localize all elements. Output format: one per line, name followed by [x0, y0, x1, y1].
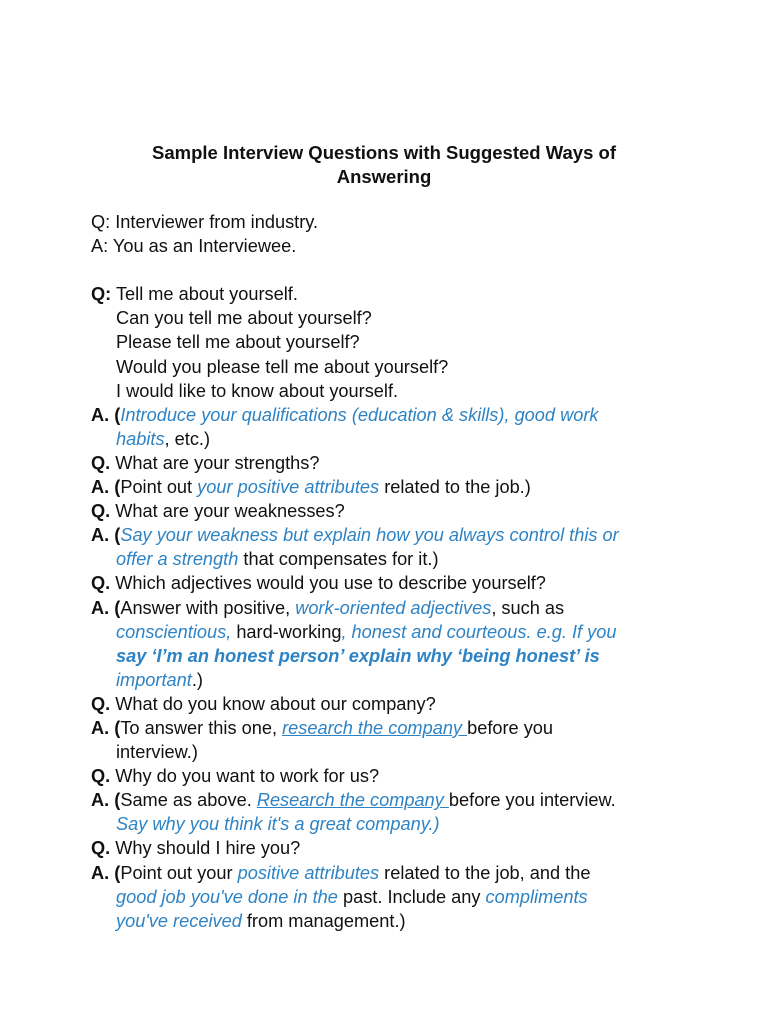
a-text: Answer with positive, — [120, 597, 296, 618]
question-1-alt-1: Can you tell me about yourself? — [116, 308, 372, 329]
a-text: Point out — [120, 477, 198, 498]
a-text: related to the job.) — [379, 477, 531, 498]
answer-7 — [91, 861, 691, 885]
q-text: Why do you want to work for us? — [110, 766, 380, 787]
a-hint-bold: say ‘I’m an honest person’ explain why ‘being honest’ is — [116, 645, 600, 666]
a-text: from management.) — [241, 910, 406, 931]
a-hint: good job you've done in the — [116, 886, 338, 907]
answer-7-cont-2 — [91, 909, 691, 933]
q-text: What are your strengths? — [110, 452, 320, 473]
question-6 — [91, 764, 691, 788]
a-text: before you — [467, 717, 554, 738]
question-1-alt-2: Please tell me about yourself? — [116, 332, 360, 353]
spacer — [91, 258, 691, 282]
a-hint: work-oriented adjectives — [295, 597, 492, 618]
a-hint: Introduce your qualifications (education & skills), good work — [120, 404, 599, 425]
q-label: Q. — [91, 452, 111, 473]
a-hint: habits — [116, 428, 165, 449]
answer-3 — [91, 523, 691, 547]
answer-1 — [91, 403, 691, 427]
q-text: Which adjectives would you use to describe yourself? — [110, 573, 546, 594]
question-1-alt-3: Would you please tell me about yourself? — [116, 356, 449, 377]
a-hint: conscientious, — [116, 621, 232, 642]
document-title — [0, 141, 768, 189]
q-label: Q: — [91, 284, 112, 305]
a-label: A. ( — [91, 862, 121, 883]
legend-q: Q: Interviewer from industry. — [91, 212, 319, 232]
answer-2 — [91, 475, 691, 499]
a-hint: , honest and courteous. e.g. If you — [341, 621, 617, 642]
a-text: , etc.) — [164, 428, 211, 449]
a-label: A. ( — [91, 597, 121, 618]
q-label: Q. — [91, 838, 111, 859]
a-hint: positive attributes — [237, 862, 380, 883]
a-label: A. ( — [91, 525, 121, 546]
answer-6-cont — [91, 812, 691, 836]
question-2 — [91, 451, 691, 475]
a-text: To answer this one, — [120, 717, 283, 738]
a-hint: offer a strength — [116, 549, 239, 570]
a-label: A. ( — [91, 477, 121, 498]
answer-5 — [91, 716, 691, 740]
answer-7-cont-1 — [91, 885, 691, 909]
a-hint: you've received — [116, 910, 242, 931]
question-1-alt-4: I would like to know about yourself. — [116, 380, 399, 401]
question-4 — [91, 571, 691, 595]
q-text: What are your weaknesses? — [110, 501, 345, 522]
a-hint: your positive attributes — [197, 477, 380, 498]
research-link[interactable]: research the company — [282, 717, 468, 738]
a-label: A. ( — [91, 404, 121, 425]
a-text: that compensates for it.) — [238, 549, 439, 570]
title-line-1: Sample Interview Questions with Suggested Ways of — [152, 142, 616, 163]
title-line-2: Answering — [336, 166, 432, 187]
answer-6 — [91, 788, 691, 812]
q-text: What do you know about our company? — [110, 693, 436, 714]
question-7 — [91, 836, 691, 860]
answer-4-cont-1 — [91, 620, 691, 644]
q-label: Q. — [91, 693, 111, 714]
q-text: Why should I hire you? — [110, 838, 301, 859]
a-hint: compliments — [485, 886, 588, 907]
answer-4-cont-3 — [91, 668, 691, 692]
legend-a: A: You as an Interviewee. — [91, 236, 297, 257]
a-text: related to the job, and the — [379, 862, 591, 883]
a-hint: Say why you think it's a great company.) — [116, 814, 440, 835]
q-text: Tell me about yourself. — [111, 284, 298, 305]
research-link[interactable]: Research the company — [256, 790, 449, 811]
a-text: Point out your — [120, 862, 238, 883]
a-text: , such as — [491, 597, 565, 618]
question-1 — [91, 282, 691, 306]
answer-4-cont-2 — [91, 644, 691, 668]
answer-1-cont — [91, 427, 691, 451]
document-body — [91, 210, 691, 933]
a-text: Same as above. — [120, 790, 257, 811]
a-text: before you interview. — [448, 790, 616, 811]
a-hint: important — [116, 669, 192, 690]
q-label: Q. — [91, 501, 111, 522]
a-hint: Say your weakness but explain how you always control this or — [120, 525, 619, 546]
answer-4 — [91, 596, 691, 620]
a-text: past. Include any — [337, 886, 486, 907]
answer-5-cont: interview.) — [116, 742, 198, 763]
q-label: Q. — [91, 573, 111, 594]
a-label: A. ( — [91, 790, 121, 811]
question-3 — [91, 499, 691, 523]
a-label: A. ( — [91, 717, 121, 738]
question-5 — [91, 692, 691, 716]
answer-3-cont — [91, 547, 691, 571]
a-text: hard-working — [231, 621, 342, 642]
q-label: Q. — [91, 766, 111, 787]
a-text: .) — [191, 669, 203, 690]
